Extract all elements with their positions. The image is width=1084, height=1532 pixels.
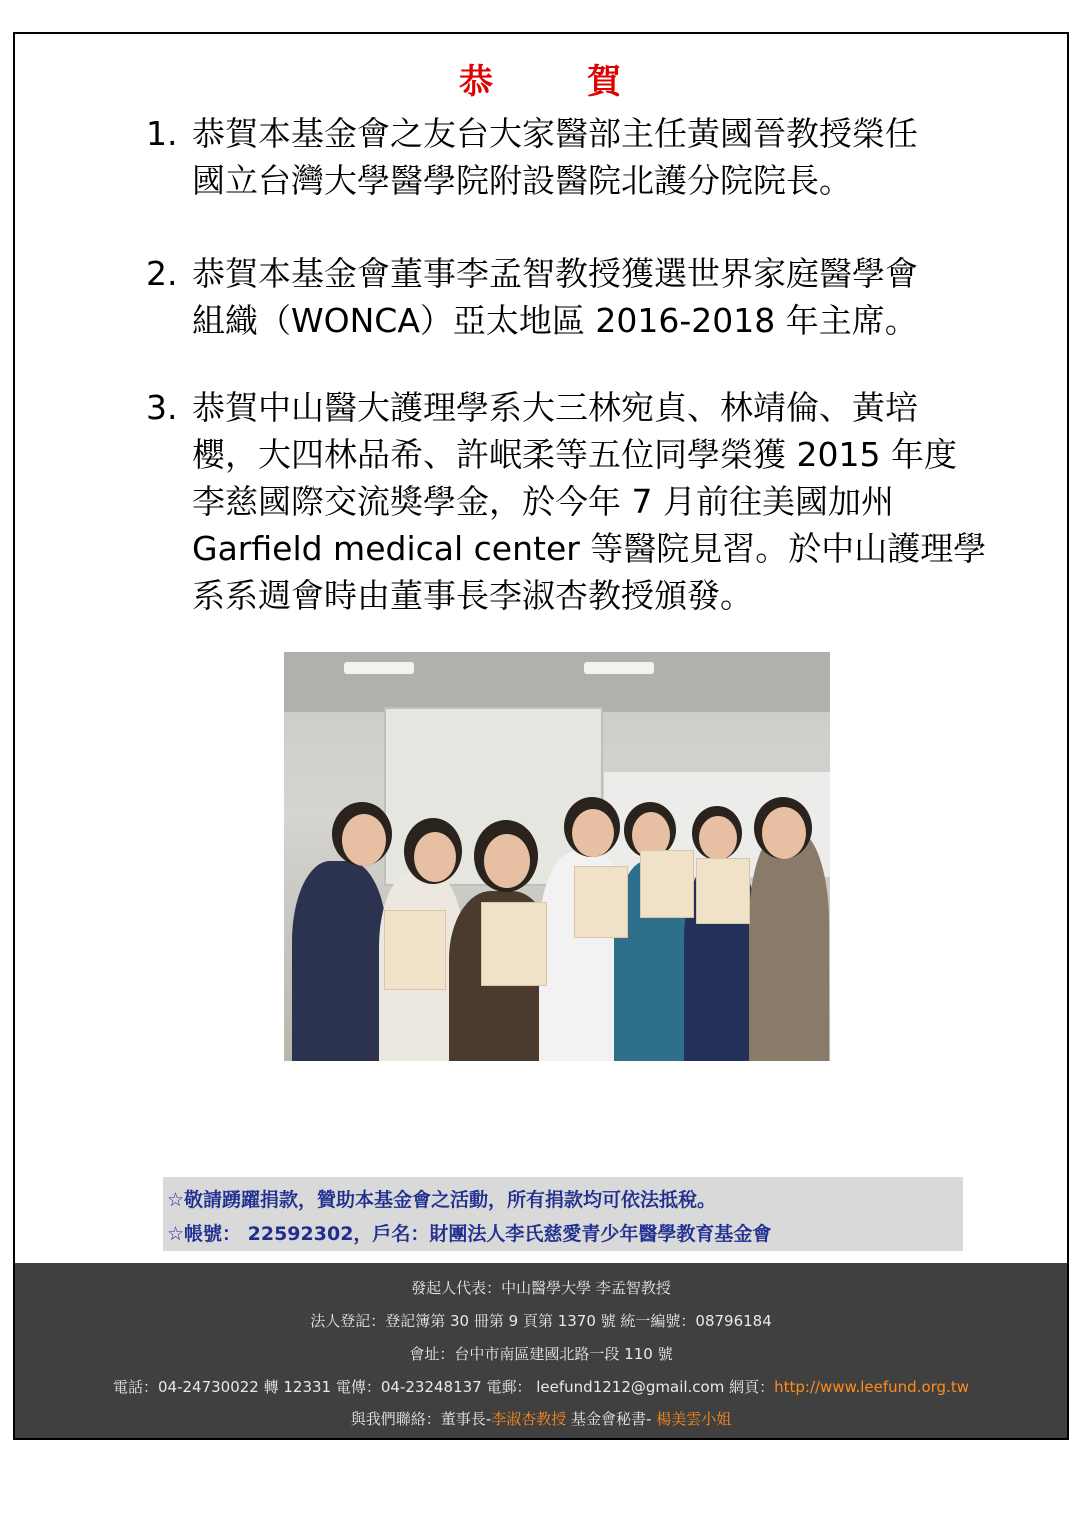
announcement-item-3 xyxy=(146,384,1036,619)
group-photo xyxy=(284,652,830,1061)
item-line: 恭賀本基金會之友台大家醫部主任黃國晉教授榮任 xyxy=(192,114,918,153)
item-line: 恭賀中山醫大護理學系大三林宛貞、林靖倫、黃培 xyxy=(192,388,918,427)
chairman-name: 李淑杏教授 xyxy=(491,1410,567,1428)
item-line: 櫻，大四林品希、許岷柔等五位同學榮獲 2015 年度 xyxy=(192,435,957,474)
announcement-item-2 xyxy=(146,250,1036,344)
item-number: 1. xyxy=(146,114,178,153)
item-number: 3. xyxy=(146,388,178,427)
item-line: 李慈國際交流獎學金，於今年 7 月前往美國加州 xyxy=(192,482,894,521)
title-char-left: 恭 xyxy=(459,62,497,102)
donation-notice xyxy=(163,1177,963,1251)
announcement-item-1 xyxy=(146,110,1036,204)
item-line: 系系週會時由董事長李淑杏教授頒發。 xyxy=(192,576,753,615)
liaison-middle: 基金會秘書- xyxy=(566,1410,657,1428)
page-title xyxy=(0,54,1084,103)
title-char-right: 賀 xyxy=(587,62,625,102)
liaison-prefix: 與我們聯絡：董事長- xyxy=(350,1410,492,1428)
footer-founder: 發起人代表：中山醫學大學 李孟智教授 xyxy=(411,1279,671,1297)
item-number: 2. xyxy=(146,254,178,293)
footer-liaison xyxy=(15,1408,1067,1429)
footer xyxy=(15,1263,1067,1438)
website-link[interactable]: http://www.leefund.org.tw xyxy=(774,1378,969,1396)
donation-account: ☆帳號： 22592302，戶名：財團法人李氏慈愛青少年醫學教育基金會 xyxy=(167,1223,772,1245)
footer-contact-info: 電話：04-24730022 轉 12331 電傳：04-23248137 電郵： leefund1212@gmail.com 網頁： xyxy=(113,1378,775,1396)
item-line: 國立台灣大學醫學院附設醫院北護分院院長。 xyxy=(192,161,852,200)
item-line: Garfield medical center 等醫院見習。於中山護理學 xyxy=(192,529,987,568)
footer-registration: 法人登記：登記簿第 30 冊第 9 頁第 1370 號 統一編號：08796184 xyxy=(310,1312,772,1330)
footer-address: 會址：台中市南區建國北路一段 110 號 xyxy=(409,1345,673,1363)
item-line: 組織（WONCA）亞太地區 2016-2018 年主席。 xyxy=(192,301,918,340)
footer-contact xyxy=(15,1376,1067,1397)
item-line: 恭賀本基金會董事李孟智教授獲選世界家庭醫學會 xyxy=(192,254,918,293)
donation-appeal: ☆敬請踴躍捐款，贊助本基金會之活動，所有捐款均可依法抵稅。 xyxy=(167,1189,717,1211)
secretary-name: 楊美雲小姐 xyxy=(656,1410,732,1428)
